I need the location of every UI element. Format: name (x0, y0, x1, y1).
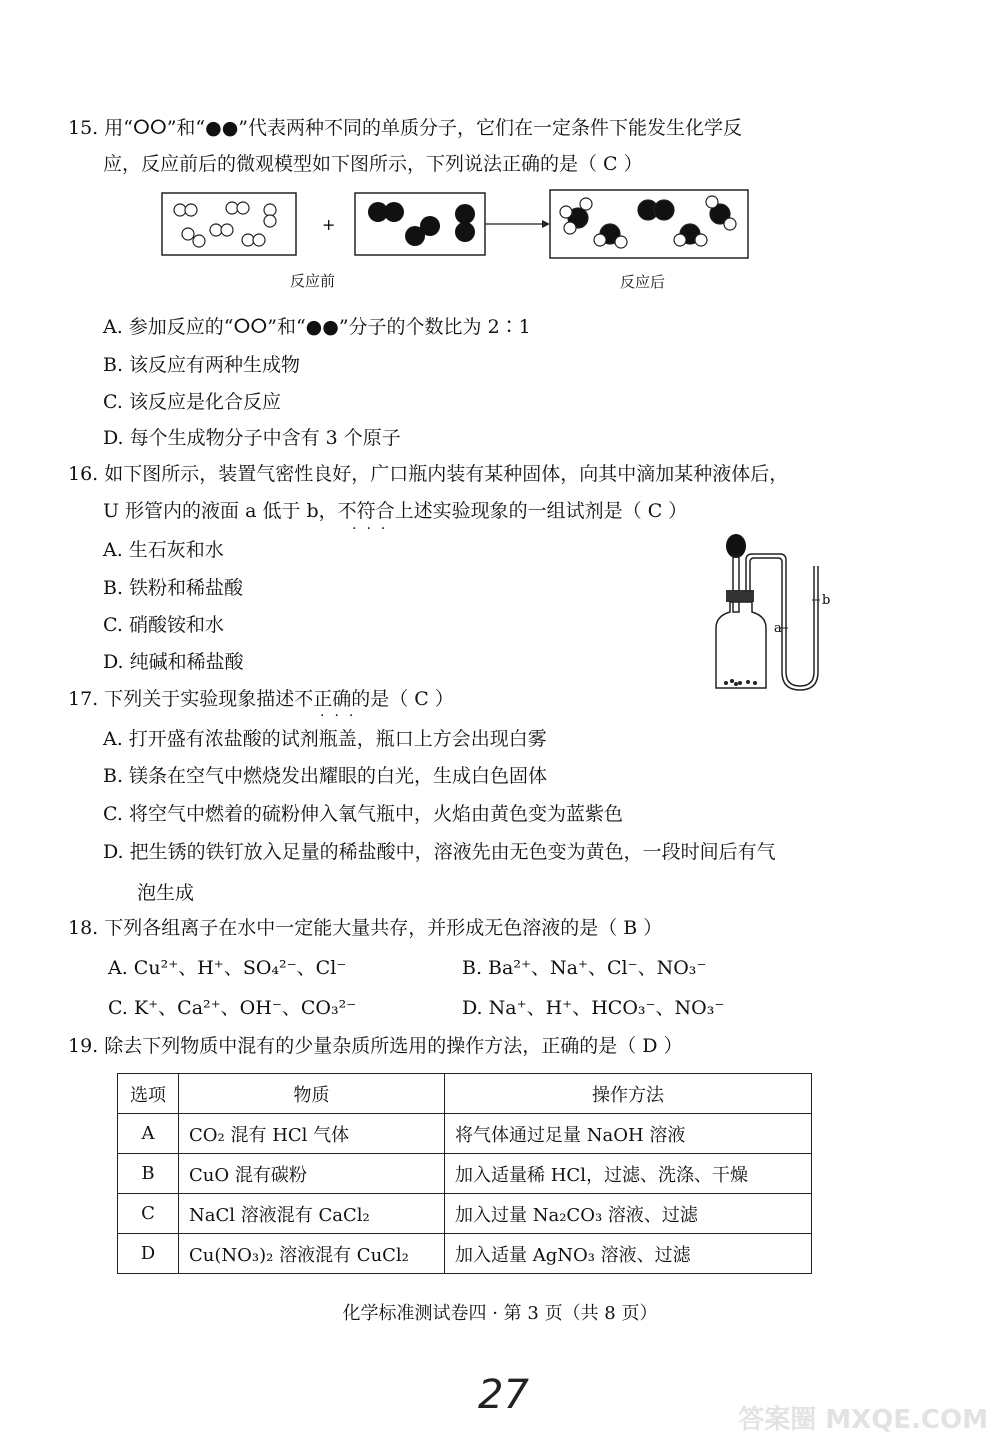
table-cell: B (118, 1154, 179, 1194)
table-cell: 加入适量 AgNO₃ 溶液、过滤 (445, 1234, 812, 1274)
table-cell: 加入适量稀 HCl，过滤、洗涤、干燥 (445, 1154, 812, 1194)
q19-options-table (117, 1073, 812, 1274)
table-row (118, 1154, 812, 1194)
q18-option-c: C. K⁺、Ca²⁺、OH⁻、CO₃²⁻ (108, 997, 357, 1019)
reaction-micro-model-diagram (160, 188, 760, 263)
q17-option-d: D. 把生锈的铁钉放入足量的稀盐酸中，溶液先由无色变为黄色，一段时间后有气 (103, 841, 776, 863)
table-cell: C (118, 1194, 179, 1234)
table-cell: D (118, 1234, 179, 1274)
table-cell: NaCl 溶液混有 CaCl₂ (179, 1194, 445, 1234)
q17-option-a: A. 打开盛有浓盐酸的试剂瓶盖，瓶口上方会出现白雾 (103, 728, 547, 750)
table-row (118, 1194, 812, 1234)
q16-option-c: C. 硝酸铵和水 (103, 614, 224, 636)
table-row (118, 1114, 812, 1154)
q16-stem-line2: U 形管内的液面 a 低于 b，不符合上述实验现象的一组试剂是（ C ） (103, 500, 688, 522)
q18-option-d: D. Na⁺、H⁺、HCO₃⁻、NO₃⁻ (462, 997, 725, 1019)
caption-after: 反应后 (620, 273, 666, 291)
q15-option-c: C. 该反应是化合反应 (103, 391, 281, 413)
label-b: b (822, 593, 831, 608)
q17-option-c: C. 将空气中燃着的硫粉伸入氧气瓶中，火焰由黄色变为蓝紫色 (103, 803, 623, 825)
q17-option-b: B. 镁条在空气中燃烧发出耀眼的白光，生成白色固体 (103, 765, 548, 787)
page-footer: 化学标准测试卷四 · 第 3 页（共 8 页） (342, 1303, 658, 1324)
table-header: 选项 (118, 1074, 179, 1114)
table-cell: CuO 混有碳粉 (179, 1154, 445, 1194)
table-cell: Cu(NO₃)₂ 溶液混有 CuCl₂ (179, 1234, 445, 1274)
q16-option-a: A. 生石灰和水 (103, 539, 224, 561)
q15-stem-line2: 应，反应前后的微观模型如下图所示，下列说法正确的是（ C ） (103, 153, 643, 175)
table-row (118, 1234, 812, 1274)
q19-stem: 19. 除去下列物质中混有的少量杂质所选用的操作方法，正确的是（ D ） (68, 1035, 683, 1057)
q15-option-b: B. 该反应有两种生成物 (103, 354, 301, 376)
table-header: 物质 (179, 1074, 445, 1114)
apparatus-diagram (700, 532, 870, 697)
plus-sign: + (322, 215, 336, 234)
q16-stem-line1: 16. 如下图所示，装置气密性良好，广口瓶内装有某种固体，向其中滴加某种液体后， (68, 463, 789, 485)
q18-stem: 18. 下列各组离子在水中一定能大量共存，并形成无色溶液的是（ B ） (68, 917, 663, 939)
q18-option-b: B. Ba²⁺、Na⁺、Cl⁻、NO₃⁻ (462, 957, 707, 979)
table-cell: 加入过量 Na₂CO₃ 溶液、过滤 (445, 1194, 812, 1234)
table-cell: 将气体通过足量 NaOH 溶液 (445, 1114, 812, 1154)
q17-stem: 17. 下列关于实验现象描述不正确的是（ C ） (68, 688, 454, 710)
label-a: a (774, 621, 782, 636)
table-cell: A (118, 1114, 179, 1154)
q15-option-a: A. 参加反应的“ⵔⵔ”和“●●”分子的个数比为 2∶1 (103, 316, 531, 338)
q18-option-a: A. Cu²⁺、H⁺、SO₄²⁻、Cl⁻ (108, 957, 347, 979)
q16-option-d: D. 纯碱和稀盐酸 (103, 651, 244, 673)
table-header-row (118, 1074, 812, 1114)
emphasis-dots: ··· (320, 708, 364, 724)
handwritten-page-number: 27 (478, 1372, 529, 1418)
emphasis-dots: ··· (352, 521, 396, 537)
watermark-logo: 答案圈 MXQE.COM (738, 1405, 988, 1435)
caption-before: 反应前 (290, 272, 336, 290)
table-header: 操作方法 (445, 1074, 812, 1114)
q15-stem-line1: 15. 用“ⵔⵔ”和“●●”代表两种不同的单质分子，它们在一定条件下能发生化学反 (68, 117, 743, 139)
q17-option-d-cont: 泡生成 (137, 882, 195, 904)
table-cell: CO₂ 混有 HCl 气体 (179, 1114, 445, 1154)
q15-option-d: D. 每个生成物分子中含有 3 个原子 (103, 427, 401, 449)
q16-option-b: B. 铁粉和稀盐酸 (103, 577, 244, 599)
